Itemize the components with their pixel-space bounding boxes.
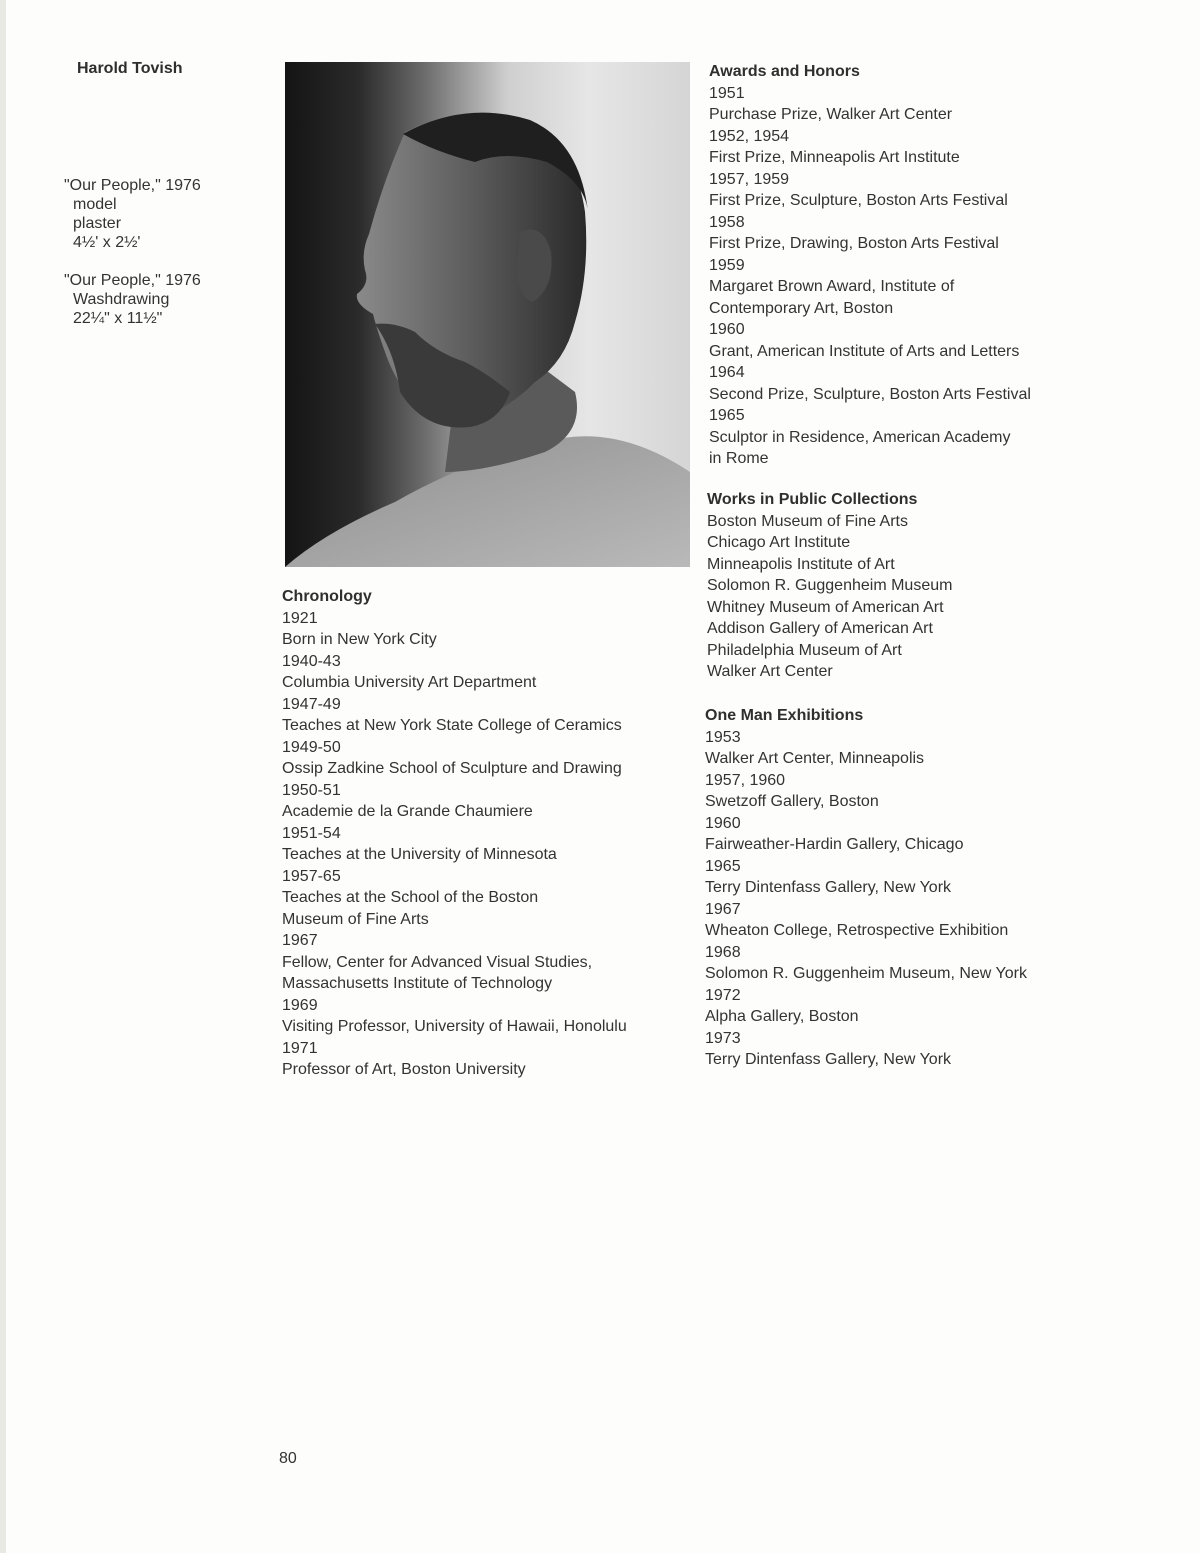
entry-year: 1952, 1954 xyxy=(709,127,790,145)
entry-year: 1949-50 xyxy=(282,738,341,756)
entry-text: Teaches at New York State College of Ceramics xyxy=(282,717,622,734)
entry-text: Terry Dintenfass Gallery, New York xyxy=(705,1051,952,1068)
entry-year: 1953 xyxy=(705,728,741,746)
caption-line: "Our People," 1976 xyxy=(64,272,201,289)
exhibition-entry xyxy=(705,727,1105,770)
entry-text: First Prize, Minneapolis Art Institute xyxy=(709,149,960,166)
entry-year: 1921 xyxy=(282,609,318,627)
entry-text: Ossip Zadkine School of Sculpture and Drawing xyxy=(282,760,622,777)
entry-year: 1971 xyxy=(282,1039,318,1057)
award-entry xyxy=(709,212,1089,255)
chronology-entry xyxy=(282,823,692,866)
entry-year: 1969 xyxy=(282,996,318,1014)
entry-text: Academie de la Grande Chaumiere xyxy=(282,803,533,820)
caption-model xyxy=(64,176,201,252)
exhibition-entry xyxy=(705,985,1105,1028)
entry-text: Margaret Brown Award, Institute of xyxy=(709,278,955,295)
exhibition-entry xyxy=(705,813,1105,856)
chronology-entry xyxy=(282,930,692,995)
entry-text: Fairweather-Hardin Gallery, Chicago xyxy=(705,836,964,853)
chronology-entry xyxy=(282,1038,692,1081)
entry-text: in Rome xyxy=(709,450,769,467)
entry-year: 1967 xyxy=(282,932,318,949)
chronology-entry xyxy=(282,995,692,1038)
entry-text: Solomon R. Guggenheim Museum, New York xyxy=(705,965,1027,982)
entry-year: 1950-51 xyxy=(282,781,341,799)
entry-text: Swetzoff Gallery, Boston xyxy=(705,793,879,810)
chronology-entry xyxy=(282,694,692,737)
chronology-entry xyxy=(282,737,692,780)
collection-item: Walker Art Center xyxy=(707,663,833,680)
entry-text: Museum of Fine Arts xyxy=(282,910,429,928)
collection-item: Boston Museum of Fine Arts xyxy=(707,512,908,530)
collection-item: Whitney Museum of American Art xyxy=(707,598,944,616)
award-entry xyxy=(709,255,1089,320)
entry-year: 1957, 1959 xyxy=(709,170,790,188)
entry-year: 1968 xyxy=(705,943,741,961)
artist-name: Harold Tovish xyxy=(77,60,183,77)
awards-section xyxy=(709,61,1089,470)
award-entry xyxy=(709,83,1089,126)
entry-text: First Prize, Sculpture, Boston Arts Festival xyxy=(709,192,1008,209)
exhibition-entry xyxy=(705,899,1105,942)
award-entry xyxy=(709,126,1089,169)
entry-year: 1967 xyxy=(705,900,741,918)
entry-text: Sculptor in Residence, American Academy xyxy=(709,428,1011,446)
entry-text: Second Prize, Sculpture, Boston Arts Festival xyxy=(709,385,1031,403)
portrait-photo xyxy=(285,62,690,567)
caption-line: "Our People," 1976 xyxy=(64,177,201,194)
entry-text: Walker Art Center, Minneapolis xyxy=(705,750,925,767)
entry-year: 1965 xyxy=(705,857,741,875)
entry-year: 1960 xyxy=(709,321,745,338)
entry-text: Born in New York City xyxy=(282,631,437,648)
entry-year: 1957-65 xyxy=(282,867,341,885)
entry-year: 1964 xyxy=(709,364,745,381)
entry-text: Massachusetts Institute of Technology xyxy=(282,975,553,992)
entry-text: Fellow, Center for Advanced Visual Studies, xyxy=(282,953,593,971)
exhibition-entry xyxy=(705,770,1105,813)
entry-year: 1951-54 xyxy=(282,824,341,842)
entry-year: 1958 xyxy=(709,213,745,231)
collections-heading: Works in Public Collections xyxy=(707,491,918,508)
award-entry xyxy=(709,169,1089,212)
entry-year: 1973 xyxy=(705,1029,741,1047)
entry-text: Professor of Art, Boston University xyxy=(282,1061,526,1078)
caption-line: model xyxy=(73,196,117,213)
entry-text: First Prize, Drawing, Boston Arts Festival xyxy=(709,235,999,252)
caption-line: 22¼" x 11½" xyxy=(73,310,163,327)
exhibition-entry xyxy=(705,942,1105,985)
entry-text: Teaches at the University of Minnesota xyxy=(282,846,557,863)
entry-year: 1957, 1960 xyxy=(705,771,786,789)
entry-year: 1960 xyxy=(705,814,741,832)
chronology-heading: Chronology xyxy=(282,588,372,605)
entry-year: 1959 xyxy=(709,256,745,274)
entry-text: Terry Dintenfass Gallery, New York xyxy=(705,879,952,896)
entry-text: Alpha Gallery, Boston xyxy=(705,1008,859,1025)
caption-washdrawing xyxy=(64,271,201,328)
collection-item: Addison Gallery of American Art xyxy=(707,620,933,637)
collection-item: Solomon R. Guggenheim Museum xyxy=(707,577,953,594)
entry-year: 1972 xyxy=(705,986,741,1004)
collection-item: Chicago Art Institute xyxy=(707,534,851,551)
chronology-entry xyxy=(282,651,692,694)
entry-text: Visiting Professor, University of Hawaii, Honolulu xyxy=(282,1018,627,1035)
page-number: 80 xyxy=(279,1450,297,1467)
entry-text: Teaches at the School of the Boston xyxy=(282,889,539,906)
entry-year: 1940-43 xyxy=(282,652,341,670)
awards-heading: Awards and Honors xyxy=(709,63,860,80)
exhibitions-heading: One Man Exhibitions xyxy=(705,707,864,724)
caption-line: 4½' x 2½' xyxy=(73,234,141,251)
entry-year: 1965 xyxy=(709,407,745,424)
collection-item: Philadelphia Museum of Art xyxy=(707,641,902,659)
entry-year: 1947-49 xyxy=(282,695,341,713)
page-edge xyxy=(0,0,6,1553)
portrait-silhouette xyxy=(285,62,690,567)
entry-text: Contemporary Art, Boston xyxy=(709,299,894,317)
entry-text: Purchase Prize, Walker Art Center xyxy=(709,106,953,123)
entry-text: Wheaton College, Retrospective Exhibition xyxy=(705,922,1009,939)
exhibitions-section xyxy=(705,705,1105,1071)
award-entry xyxy=(709,362,1089,405)
entry-text: Grant, American Institute of Arts and Letters xyxy=(709,342,1020,360)
chronology-section xyxy=(282,586,692,1081)
chronology-entry xyxy=(282,608,692,651)
chronology-entry xyxy=(282,780,692,823)
collections-section xyxy=(707,489,1087,683)
entry-year: 1951 xyxy=(709,84,745,102)
entry-text: Columbia University Art Department xyxy=(282,674,537,691)
caption-line: Washdrawing xyxy=(73,291,170,308)
exhibition-entry xyxy=(705,856,1105,899)
collection-item: Minneapolis Institute of Art xyxy=(707,555,895,573)
award-entry xyxy=(709,319,1089,362)
chronology-entry xyxy=(282,866,692,931)
exhibition-entry xyxy=(705,1028,1105,1071)
award-entry xyxy=(709,405,1089,470)
caption-line: plaster xyxy=(73,215,122,232)
